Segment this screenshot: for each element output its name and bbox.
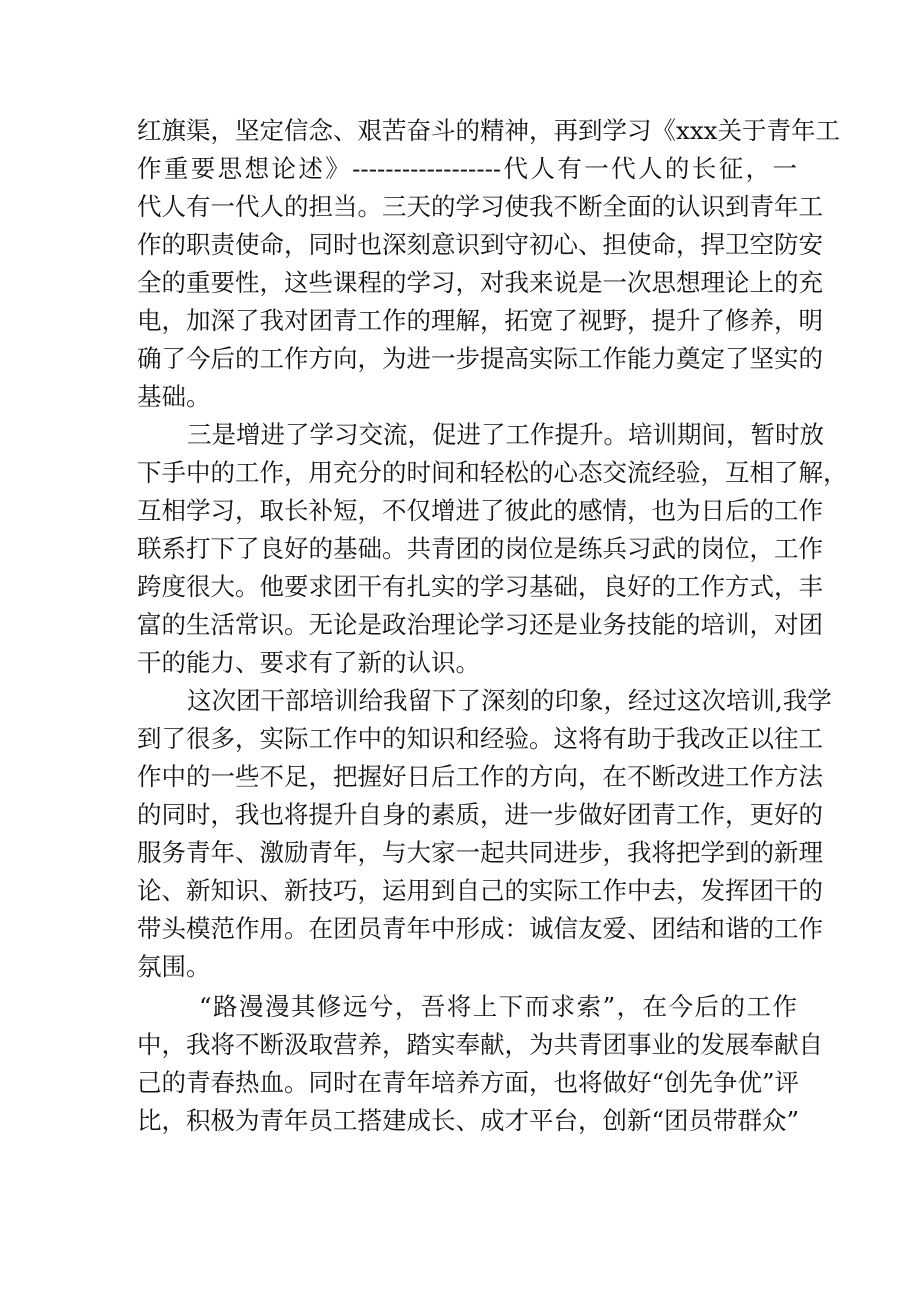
text-line: 富的生活常识。无论是政治理论学习还是业务技能的培训，对团 — [137, 610, 823, 639]
text-line: 代人有一代人的担当。三天的学习使我不断全面的认识到青年工 — [137, 192, 823, 221]
text-line: 三是增进了学习交流，促进了工作提升。培训期间，暂时放 — [187, 420, 824, 449]
text-line: 到了很多，实际工作中的知识和经验。这将有助于我改正以往工 — [137, 724, 823, 753]
text-line: 联系打下了良好的基础。共青团的岗位是练兵习武的岗位，工作 — [137, 534, 823, 563]
text-line: 作重要思想论述》------------------代人有一代人的长征，一 — [137, 154, 797, 183]
text-line: 全的重要性，这些课程的学习，对我来说是一次思想理论上的充 — [137, 268, 823, 297]
text-line: 己的青春热血。同时在青年培养方面，也将做好“创先争优”评 — [137, 1068, 800, 1097]
text-line: 氛围。 — [137, 952, 211, 981]
text-line: 确了今后的工作方向，为进一步提高实际工作能力奠定了坚实的 — [137, 344, 823, 373]
paragraph-3 — [137, 682, 832, 986]
text-line: 比，积极为青年员工搭建成长、成才平台，创新“团员带群众” — [137, 1106, 800, 1135]
text-line: 论、新知识、新技巧，运用到自己的实际工作中去，发挥团干的 — [137, 876, 823, 905]
text-line: 服务青年、激励青年，与大家一起共同进步，我将把学到的新理 — [137, 838, 823, 867]
text-line: 下手中的工作，用充分的时间和轻松的心态交流经验，互相了解， — [137, 458, 848, 487]
text-line: 作的职责使命，同时也深刻意识到守初心、担使命，捍卫空防安 — [137, 230, 823, 259]
document-body — [137, 112, 848, 1140]
text-line: 跨度很大。他要求团干有扎实的学习基础，良好的工作方式，丰 — [137, 572, 823, 601]
paragraph-4 — [137, 988, 823, 1140]
paragraph-1 — [137, 112, 840, 416]
text-line: 作中的一些不足，把握好日后工作的方向，在不断改进工作方法 — [137, 762, 823, 791]
text-line: 这次团干部培训给我留下了深刻的印象，经过这次培训,我学 — [187, 686, 832, 715]
text-line: 基础。 — [137, 382, 211, 411]
text-line: 干的能力、要求有了新的认识。 — [137, 648, 480, 677]
text-line: 互相学习，取长补短，不仅增进了彼此的感情，也为日后的工作 — [137, 496, 823, 525]
text-line: 带头模范作用。在团员青年中形成：诚信友爱、团结和谐的工作 — [137, 914, 823, 943]
text-line: 电，加深了我对团青工作的理解，拓宽了视野，提升了修养，明 — [137, 306, 823, 335]
text-line: 红旗渠，坚定信念、艰苦奋斗的精神，再到学习《xxx关于青年工 — [137, 116, 840, 145]
paragraph-2 — [137, 416, 848, 682]
text-line: 的同时，我也将提升自身的素质，进一步做好团青工作，更好的 — [137, 800, 823, 829]
text-line: 中，我将不断汲取营养，踏实奉献，为共青团事业的发展奉献自 — [137, 1030, 823, 1059]
text-line: “路漫漫其修远兮，吾将上下而求索”，在今后的工作 — [199, 992, 797, 1021]
